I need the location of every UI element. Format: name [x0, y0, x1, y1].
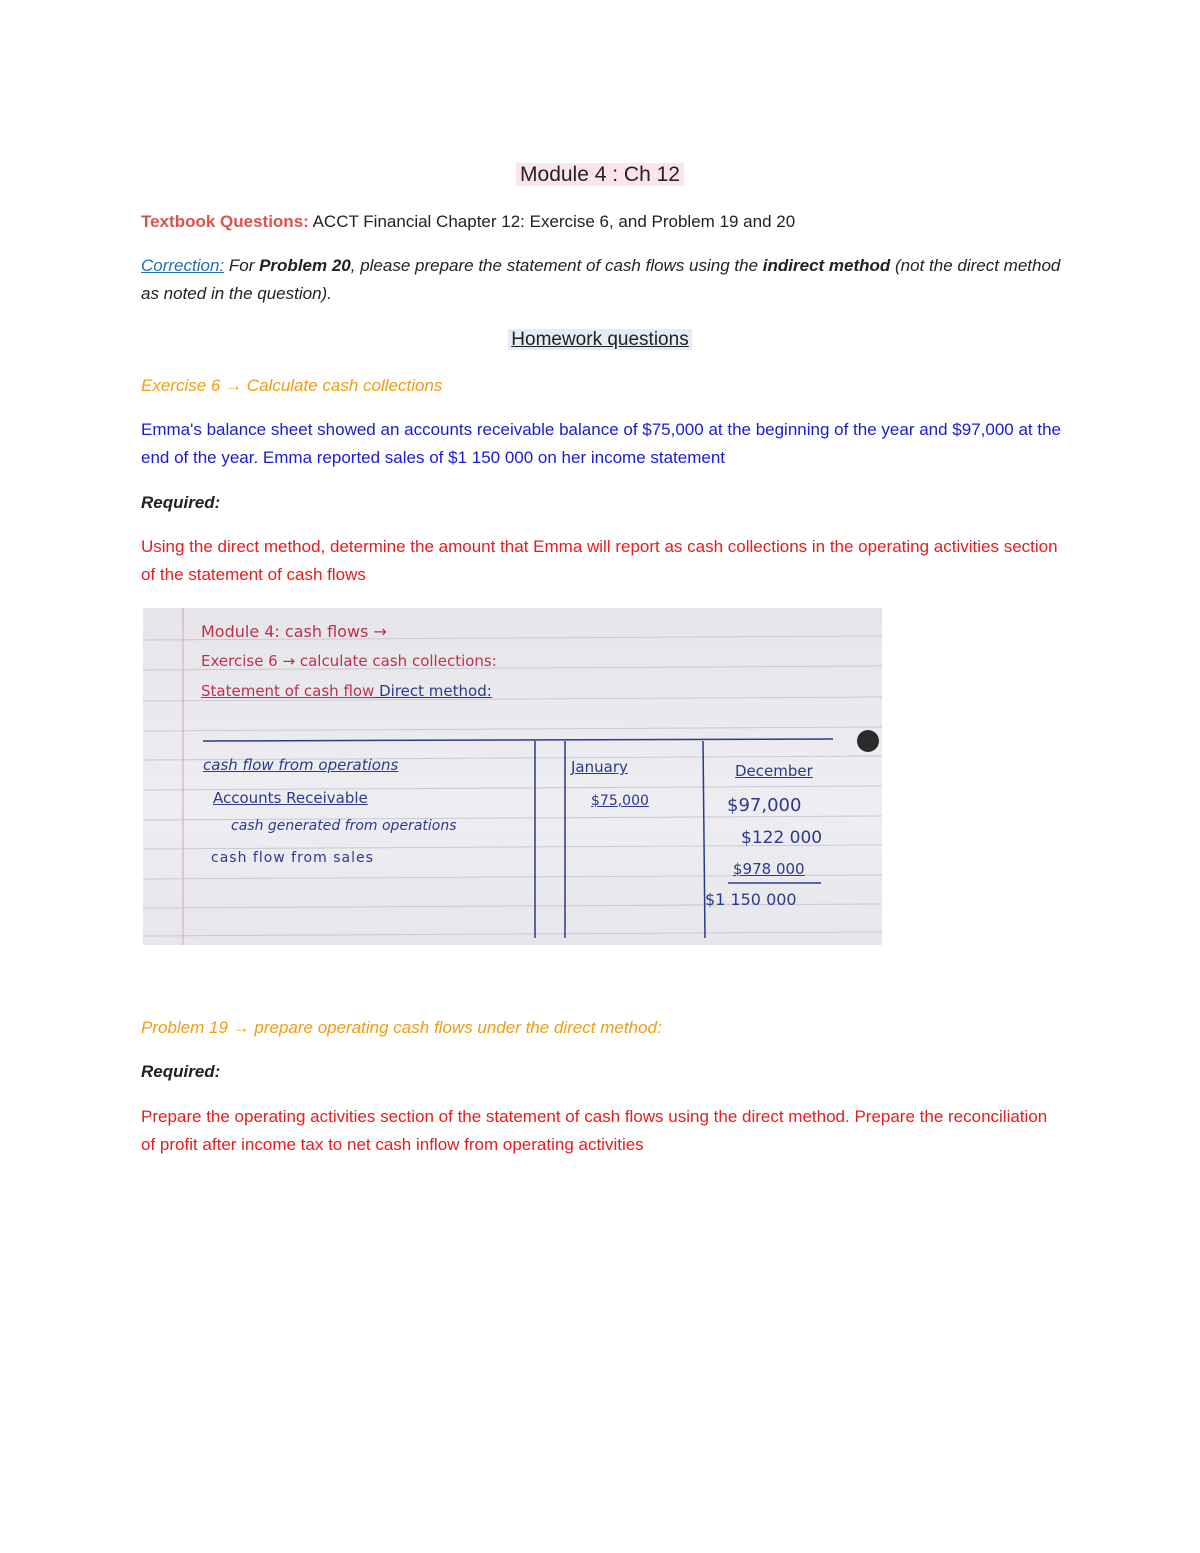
page-title-text: Module 4 : Ch 12	[516, 163, 684, 186]
textbook-text: ACCT Financial Chapter 12: Exercise 6, and Problem 19 and 20	[308, 212, 796, 231]
hw-row4-val: $1 150 000	[705, 890, 797, 909]
exercise6-body: Emma's balance sheet showed an accounts receivable balance of $75,000 at the beginning of the year and $97,000 at the end of the year. Emma reported sales of $1 150 000 on her income statement	[141, 420, 1062, 467]
exercise6-required-text: Using the direct method, determine the amount that Emma will report as cash collections in the operating activities section of the statement of cash flows	[141, 537, 1058, 584]
correction-paragraph	[141, 252, 1061, 308]
hw-col-dec: December	[735, 762, 813, 780]
hw-row1-dec: $97,000	[727, 795, 802, 816]
hw-row3-val: $978 000	[733, 860, 805, 878]
hw-row1-label: Accounts Receivable	[213, 789, 368, 807]
correction-bold2: indirect method	[762, 256, 891, 275]
exercise6-heading: Exercise 6 → Calculate cash collections	[141, 376, 443, 395]
hw-row3-label: cash flow from sales	[211, 850, 374, 866]
exercise6-required-label: Required:	[141, 493, 221, 512]
hw-line3b: Direct method:	[374, 682, 492, 700]
correction-part3: (not the direct method as noted in the question).	[141, 256, 1061, 303]
hw-line3a: Statement of cash flow	[201, 682, 375, 700]
problem19-required-label: Required:	[141, 1062, 221, 1081]
handwritten-notes-photo	[143, 608, 882, 945]
textbook-label: Textbook Questions:	[141, 212, 309, 231]
homework-heading-text: Homework questions	[508, 329, 691, 350]
hw-line1: Module 4: cash flows →	[201, 622, 387, 641]
correction-label: Correction:	[141, 256, 225, 275]
page-title	[0, 160, 1200, 190]
hole-punch	[857, 730, 879, 752]
hw-col-jan: January	[571, 758, 628, 776]
correction-part2: , please prepare the statement of cash flows using the	[350, 256, 763, 275]
problem19-required-text: Prepare the operating activities section of the statement of cash flows using the direct method. Prepare the reconciliation of profit after income tax to net cash inflow from operating activities	[141, 1107, 1048, 1154]
hw-line3	[201, 682, 492, 700]
hw-row1-jan: $75,000	[591, 793, 649, 809]
hw-row2-label: cash generated from operations	[231, 818, 457, 834]
textbook-questions-line	[141, 208, 1061, 236]
problem19-heading: Problem 19 → prepare operating cash flows under the direct method:	[141, 1018, 662, 1037]
correction-bold1: Problem 20	[259, 256, 351, 275]
correction-part1: For	[224, 256, 260, 275]
hw-row2-val: $122 000	[741, 828, 823, 848]
hw-col-label: cash flow from operations	[203, 756, 399, 774]
homework-heading	[0, 326, 1200, 354]
hw-line2: Exercise 6 → calculate cash collections:	[201, 652, 497, 670]
